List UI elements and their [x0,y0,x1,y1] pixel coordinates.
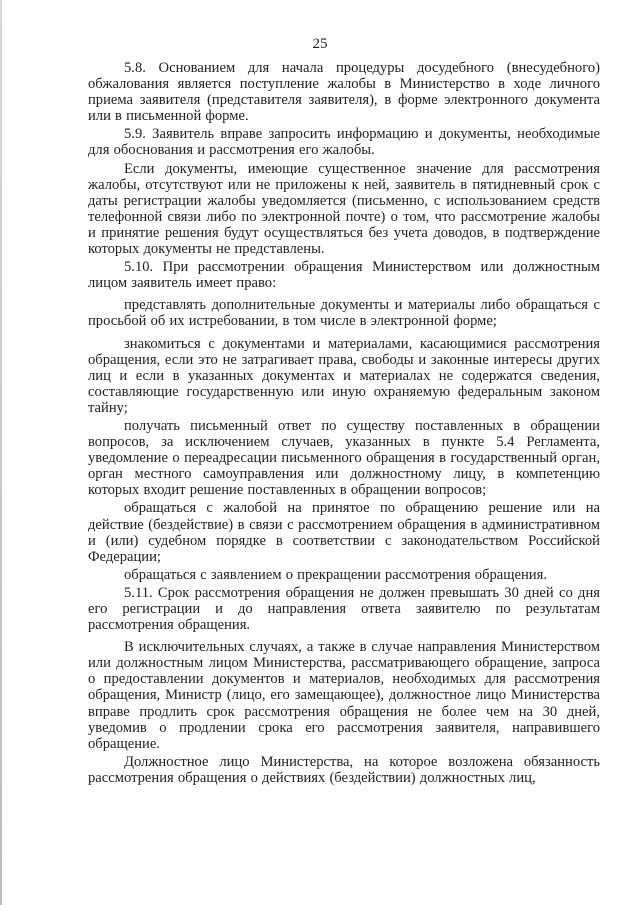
right-written-answer: получать письменный ответ по существу поставленных в обращении вопросов, за исключением случаев, указанных в пункте 5.4 Регламента, уведомление о переадресации письменного обращения в государственный орган, орган местного самоуправления или должностному лицу, в компетенцию которых входит решение поставленных в обращении вопросов; [88,417,600,499]
right-review-materials: знакомиться с документами и материалами, касающимися рассмотрения обращения, если это не затрагивает права, свободы и законные интересы других лиц и если в указанных документах и материалах не содержатся сведения, составляющие государственную или иную охраняемую федеральным законом тайну; [88,335,600,416]
page-edge [0,0,2,905]
paragraph-5-9: 5.9. Заявитель вправе запросить информацию и документы, необходимые для обоснования и рассмотрения его жалобы. [88,126,600,159]
paragraph-5-11: 5.11. Срок рассмотрения обращения не должен превышать 30 дней со дня его регистрации и до направления ответа заявителю по результатам рассмотрения обращения. [88,584,600,634]
paragraph-missing-documents: Если документы, имеющие существенное значение для рассмотрения жалобы, отсутствуют или не приложены к ней, заявитель в пятидневный срок с даты регистрации жалобы уведомляется (письменно, с использованием средств телефонной связи либо по электронной почте) о том, что рассмотрение жалобы и принятие решения будут осуществляться без учета доводов, в подтверждение которых документы не представлены. [88,160,600,258]
paragraph-extension: В исключительных случаях, а также в случае направления Министерством или должностным лицом Министерства, рассматривающего обращение, запроса о предоставлении документов и материалов, необходимых для рассмотрения обращения, Министр (лицо, его замещающее), должностное лицо Министерства вправе продлить срок рассмотрения обращения не более чем на 30 дней, уведомив о продлении срока его рассмотрения заявителя, направившего обращение. [88,639,600,752]
page-number: 25 [312,36,328,52]
right-appeal: обращаться с жалобой на принятое по обращению решение или на действие (бездействие) в связи с рассмотрением обращения в административном и (или) судебном порядке в соответствии с законодательством Российской Федерации; [88,500,600,565]
paragraph-5-8: 5.8. Основанием для начала процедуры досудебного (внесудебного) обжалования является поступление жалобы в Министерство в ходе личного приема заявителя (представителя заявителя), в форме электронного документа или в письменной форме. [88,60,600,125]
right-submit-documents: представлять дополнительные документы и материалы либо обращаться с просьбой об их истребовании, в том числе в электронной форме; [88,297,600,330]
paragraph-5-10: 5.10. При рассмотрении обращения Министерством или должностным лицом заявитель имеет право: [88,259,600,292]
document-body [88,60,600,788]
paragraph-official: Должностное лицо Министерства, на которое возложена обязанность рассмотрения обращения о действиях (бездействии) должностных лиц, [88,753,600,786]
right-withdraw: обращаться с заявлением о прекращении рассмотрения обращения. [124,566,547,583]
